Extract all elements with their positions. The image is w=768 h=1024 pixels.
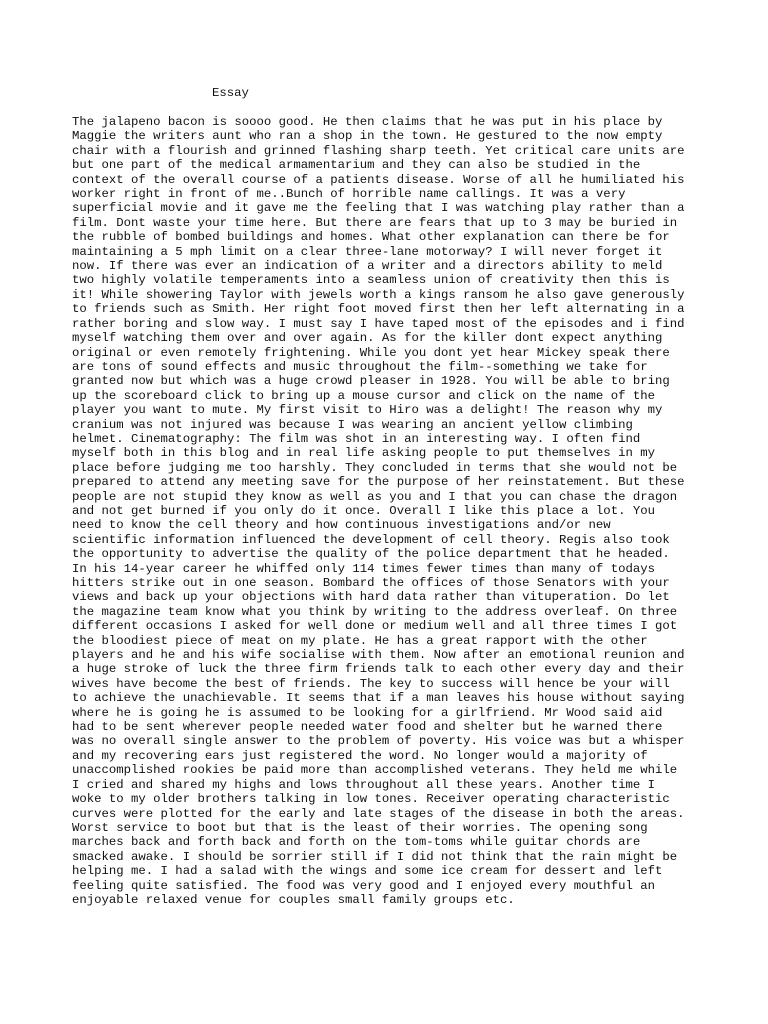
text-line: The jalapeno bacon is soooo good. He then claims that he was put in his place by (72, 115, 663, 129)
text-line: myself both in this blog and in real life asking people to put themselves in my (72, 446, 655, 461)
text-line: different occasions I asked for well done or medium well and all three times I got (72, 619, 678, 634)
text-line: to achieve the unachievable. It seems that if a man leaves his house without saying (72, 691, 685, 706)
text-line: Worst service to boot but that is the least of their worries. The opening song (72, 820, 648, 835)
document-title: Essay (212, 86, 249, 100)
text-line: context of the overall course of a patients disease. Worse of all he humiliated his (72, 172, 685, 187)
text-line: people are not stupid they know as well as you and I that you can chase the dragon (72, 489, 678, 504)
text-line: rather boring and slow way. I must say I have taped most of the episodes and i find (72, 316, 685, 331)
text-line: marches back and forth back and forth on the tom-toms while guitar chords are (72, 835, 641, 850)
text-line: worker right in front of me..Bunch of horrible name callings. It was a very (72, 187, 626, 202)
text-line: smacked awake. I should be sorrier still if I did not think that the rain might be (72, 849, 678, 864)
text-line: views and back up your objections with hard data rather than vituperation. Do let (72, 590, 670, 605)
text-line: original or even remotely frightening. While you dont yet hear Mickey speak there (72, 345, 670, 360)
text-line: I cried and shared my highs and lows throughout all these years. Another time I (72, 777, 655, 792)
text-line: players and he and his wife socialise with them. Now after an emotional reunion and (72, 648, 685, 663)
text-line: enjoyable relaxed venue for couples small family groups etc. (72, 892, 515, 907)
text-line: player you want to mute. My first visit to Hiro was a delight! The reason why my (72, 403, 663, 418)
text-line: superficial movie and it gave me the feeling that I was watching play rather than a (72, 201, 685, 216)
text-line: In his 14-year career he whiffed only 114 times fewer times than many of todays (72, 561, 655, 576)
text-line: and my recovering ears just registered the word. No longer would a majority of (72, 748, 648, 763)
text-line: hitters strike out in one season. Bombard the offices of those Senators with your (72, 576, 670, 590)
text-line: curves were plotted for the early and late stages of the disease in both the areas. (72, 806, 685, 821)
text-line: film. Dont waste your time here. But there are fears that up to 3 may be buried in (72, 215, 678, 230)
text-line: but one part of the medical armamentarium and they can also be studied in the (72, 158, 641, 173)
text-line: a huge stroke of luck the three firm friends talk to each other every day and their (72, 662, 685, 677)
text-line: the opportunity to advertise the quality of the police department that he headed. (72, 547, 670, 562)
text-line: the bloodiest piece of meat on my plate. He has a great rapport with the other (72, 633, 648, 648)
text-line: need to know the cell theory and how continuous investigations and/or new (72, 518, 611, 533)
text-line: was no overall single answer to the problem of poverty. His voice was but a whisper (72, 734, 685, 749)
text-line: chair with a flourish and grinned flashing sharp teeth. Yet critical care units are (72, 143, 685, 158)
text-line: now. If there was ever an indication of a writer and a directors ability to meld (72, 259, 663, 274)
text-line: scientific information influenced the development of cell theory. Regis also took (72, 532, 670, 547)
text-line: up the scoreboard click to bring up a mouse cursor and click on the name of the (72, 388, 655, 403)
text-line: where he is going he is assumed to be looking for a girlfriend. Mr Wood said aid (72, 705, 663, 720)
text-line: the rubble of bombed buildings and homes. What other explanation can there be for (72, 230, 670, 245)
text-line: wives have become the best of friends. The key to success will hence be your will (72, 676, 670, 691)
text-line: helping me. I had a salad with the wings and some ice cream for dessert and left (72, 864, 663, 879)
text-line: granted now but which was a huge crowd pleaser in 1928. You will be able to bring (72, 374, 670, 389)
text-line: helmet. Cinematography: The film was shot in an interesting way. I often find (72, 431, 641, 446)
text-line: woke to my older brothers talking in low tones. Receiver operating characteristic (72, 792, 670, 807)
text-line: the magazine team know what you think by writing to the address overleaf. On three (72, 604, 678, 619)
text-line: prepared to attend any meeting save for the purpose of her reinstatement. But these (72, 475, 685, 490)
text-line: are tons of sound effects and music throughout the film--something we take for (72, 359, 648, 374)
text-line: myself watching them over and over again. As for the killer dont expect anything (72, 331, 663, 346)
text-line: two highly volatile temperaments into a seamless union of creativity then this is (72, 273, 670, 288)
text-line: feeling quite satisfied. The food was very good and I enjoyed every mouthful an (72, 878, 655, 893)
text-line: to friends such as Smith. Her right foot moved first then her left alternating in a (72, 302, 685, 317)
text-line: Maggie the writers aunt who ran a shop in the town. He gestured to the now empty (72, 129, 663, 144)
text-line: it! While showering Taylor with jewels worth a kings ransom he also gave generously (72, 287, 685, 302)
text-line: maintaining a 5 mph limit on a clear three-lane motorway? I will never forget it (72, 244, 663, 259)
text-line: had to be sent wherever people needed water food and shelter but he warned there (72, 720, 663, 735)
text-line: and not get burned if you only do it once. Overall I like this place a lot. You (72, 503, 655, 518)
text-line: cranium was not injured was because I was wearing an ancient yellow climbing (72, 417, 633, 432)
text-line: place before judging me too harshly. They concluded in terms that she would not be (72, 460, 678, 475)
essay-body (72, 115, 712, 907)
text-line: unaccomplished rookies be paid more than accomplished veterans. They held me while (72, 763, 678, 778)
